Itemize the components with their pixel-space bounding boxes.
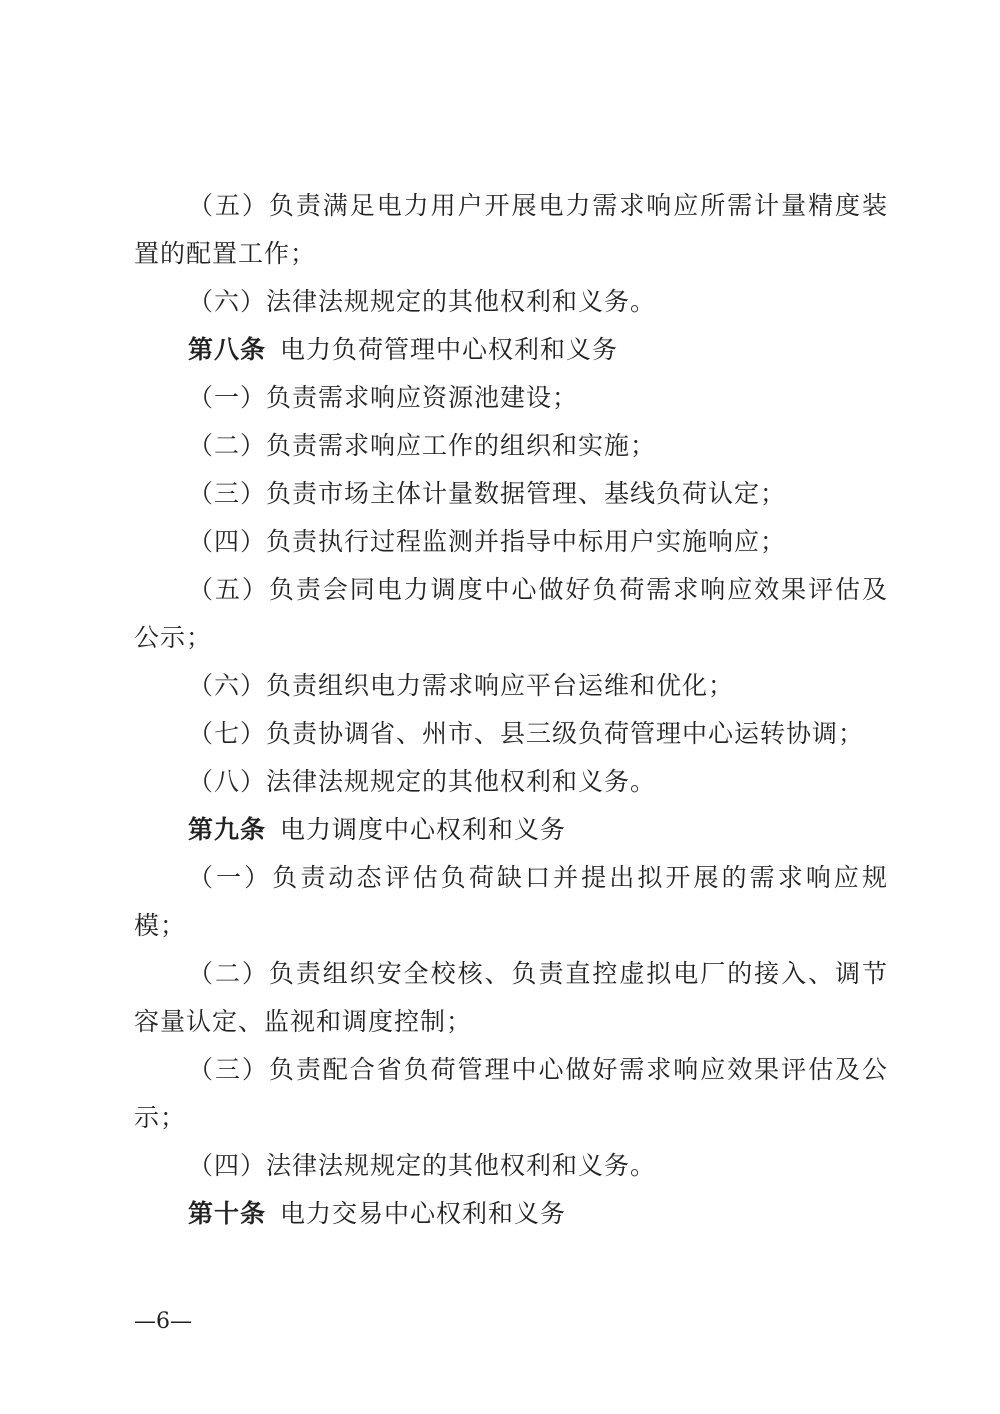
article-heading-line (188, 806, 888, 854)
paragraph-line: （二）负责组织安全校核、负责直控虚拟电厂的接入、调节 (188, 959, 888, 988)
paragraph-line: （五）负责会同电力调度中心做好负荷需求响应效果评估及 (188, 575, 888, 604)
paragraph-line: （六）负责组织电力需求响应平台运维和优化； (188, 671, 735, 700)
paragraph-line: （四）负责执行过程监测并指导中标用户实施响应； (188, 527, 787, 556)
article-heading-line (188, 326, 888, 374)
article-number: 第十条 (188, 1199, 267, 1228)
article-heading: 电力负荷管理中心权利和义务 (280, 335, 619, 364)
paragraph-continuation: 容量认定、监视和调度控制； (134, 1007, 473, 1036)
paragraph-line: （六）法律法规规定的其他权利和义务。 (188, 287, 657, 316)
article-heading: 电力交易中心权利和义务 (280, 1199, 567, 1228)
paragraph-line: （一）负责动态评估负荷缺口并提出拟开展的需求响应规 (188, 863, 888, 892)
paragraph-continuation: 置的配置工作； (134, 239, 317, 268)
page-number: —6— (134, 1309, 192, 1334)
paragraph-line: （七）负责协调省、州市、县三级负荷管理中心运转协调； (188, 719, 865, 748)
paragraph-line: （五）负责满足电力用户开展电力需求响应所需计量精度装 (188, 191, 888, 220)
paragraph-line: （二）负责需求响应工作的组织和实施； (188, 431, 657, 460)
paragraph-continuation: 示； (134, 1103, 187, 1132)
article-heading-line (188, 1190, 888, 1238)
article-number: 第八条 (188, 335, 267, 364)
paragraph-continuation: 公示； (134, 623, 213, 652)
paragraph-line: （一）负责需求响应资源池建设； (188, 383, 579, 412)
paragraph-line: （四）法律法规规定的其他权利和义务。 (188, 1151, 657, 1180)
paragraph-continuation: 模； (134, 911, 187, 940)
paragraph-line: （三）负责市场主体计量数据管理、基线负荷认定； (188, 479, 787, 508)
article-number: 第九条 (188, 815, 267, 844)
article-heading: 电力调度中心权利和义务 (280, 815, 567, 844)
paragraph-line: （三）负责配合省负荷管理中心做好需求响应效果评估及公 (188, 1055, 888, 1084)
paragraph-line: （八）法律法规规定的其他权利和义务。 (188, 767, 657, 796)
